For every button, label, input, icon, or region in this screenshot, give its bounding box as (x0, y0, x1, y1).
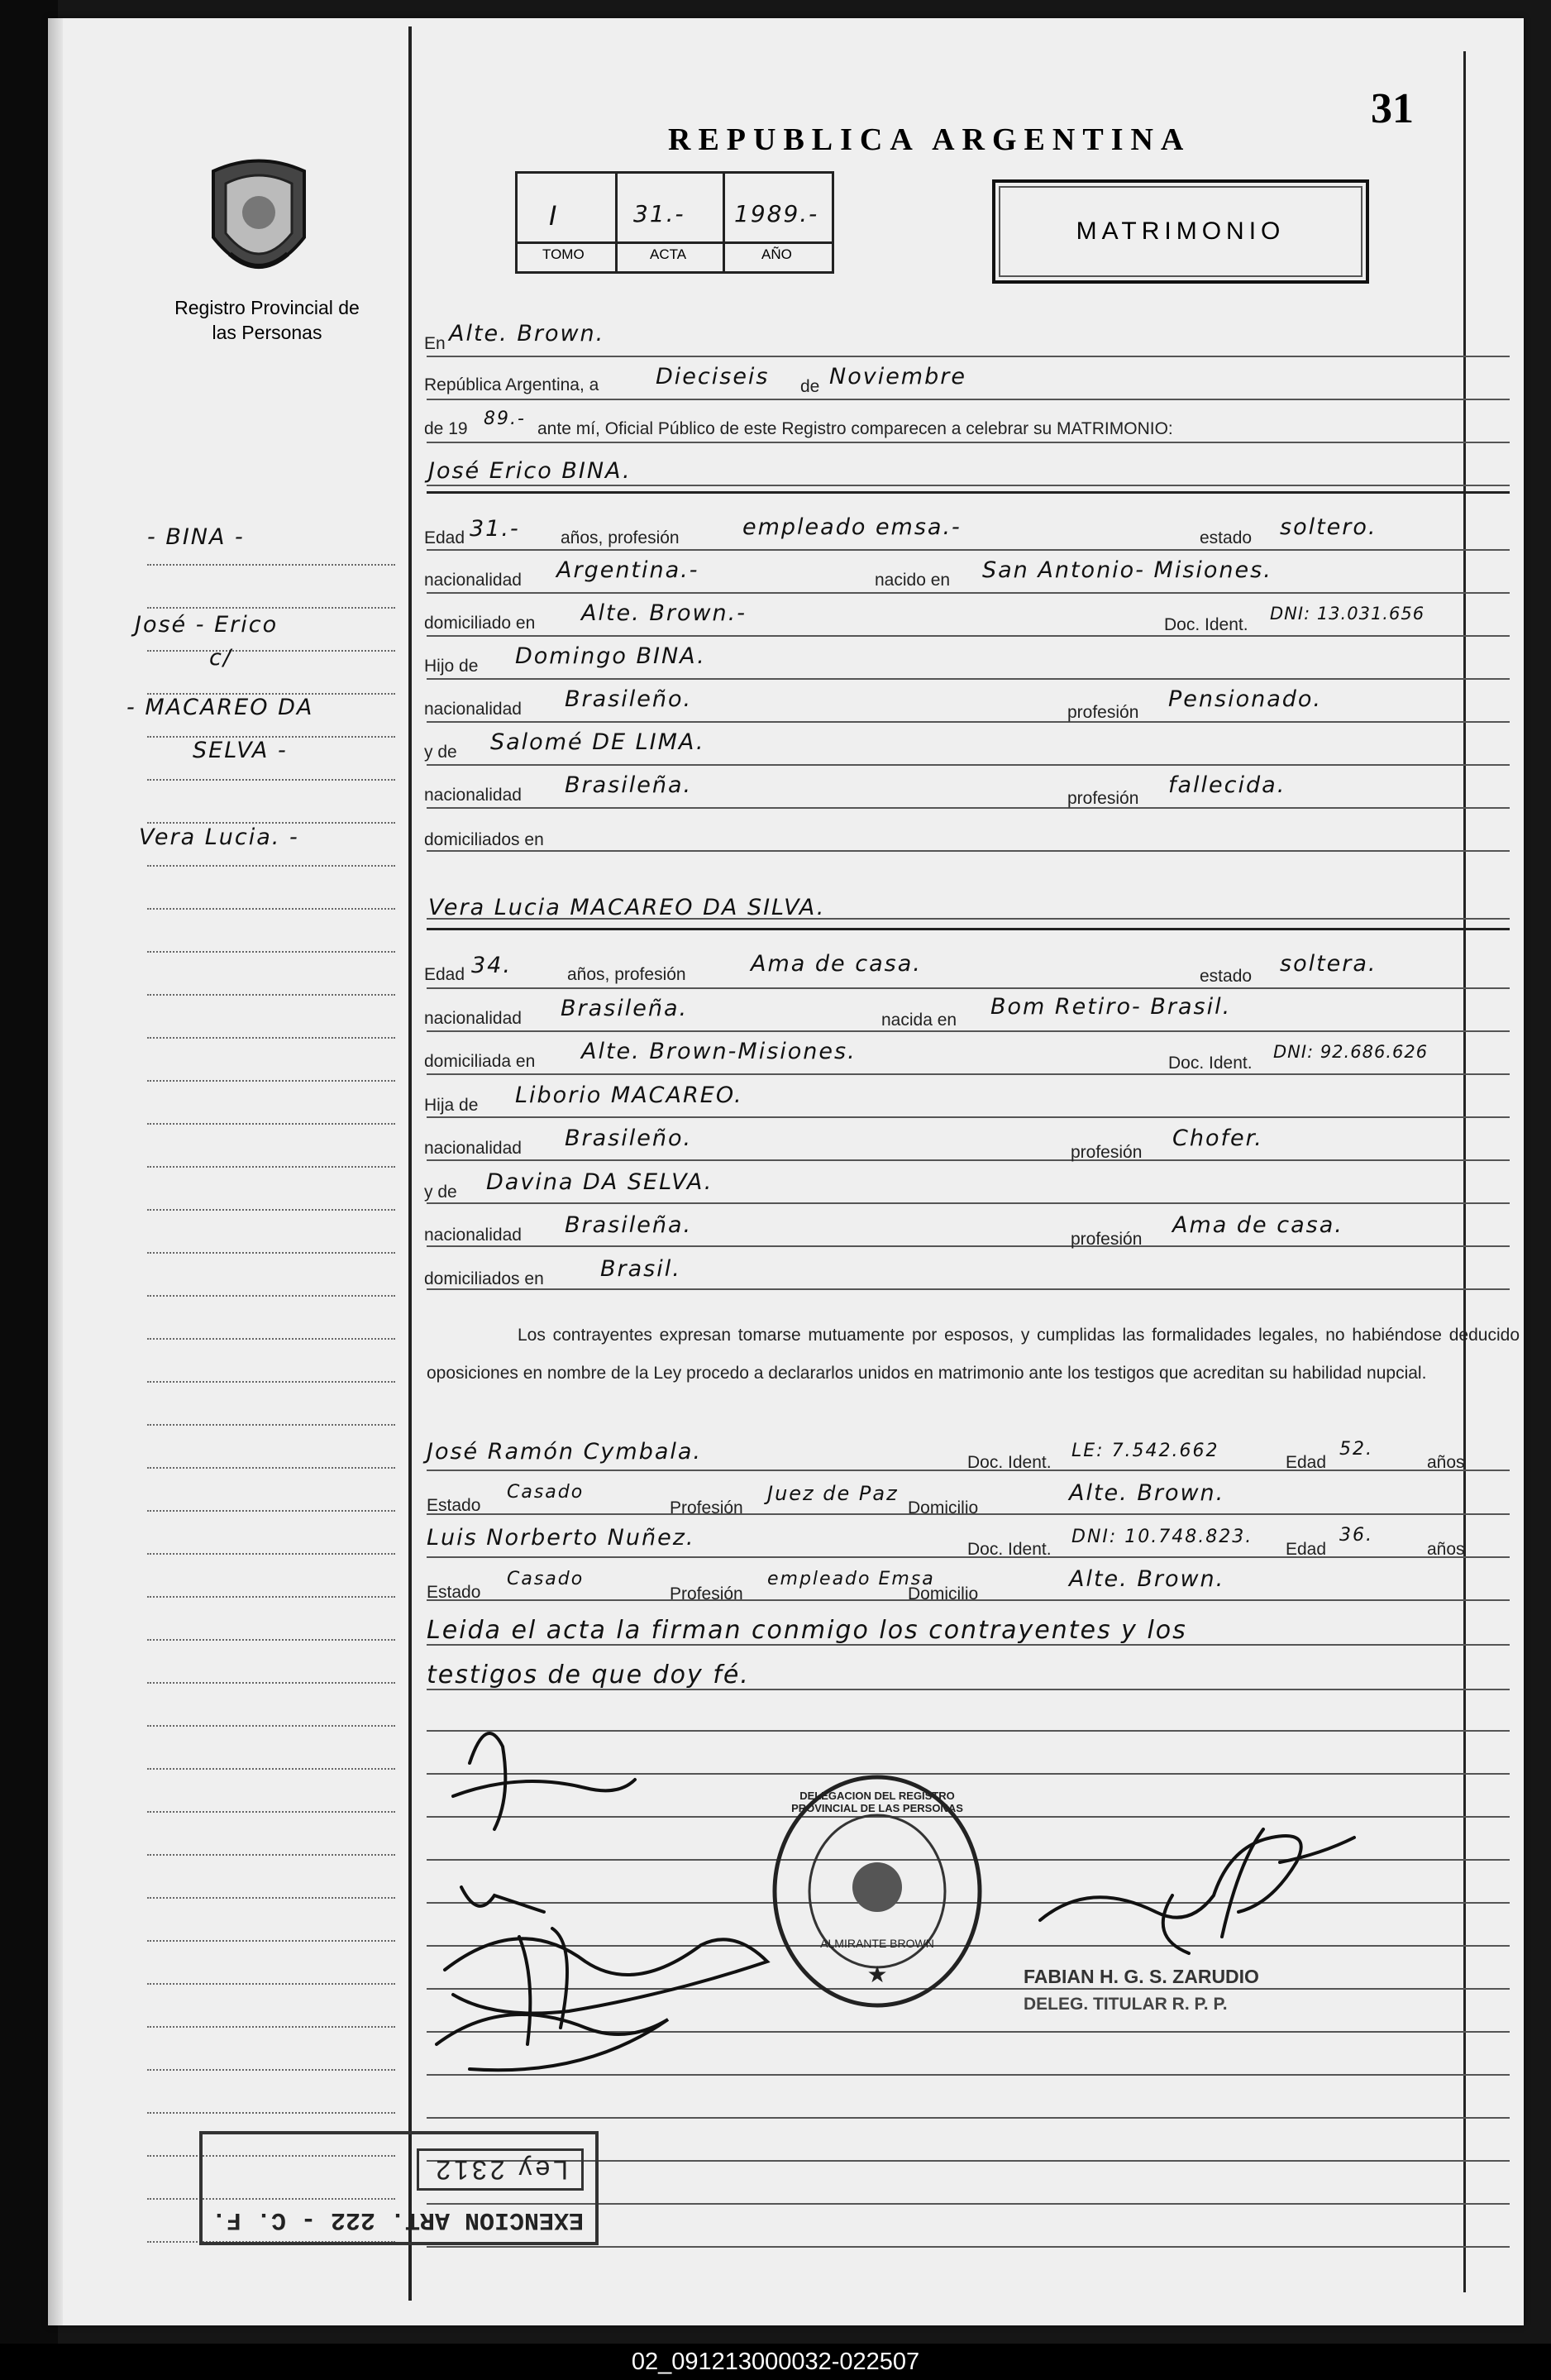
bride-estado: soltera. (1280, 951, 1377, 977)
form-rule (427, 764, 1510, 766)
margin-rule (147, 564, 395, 566)
bride-y-label: y de (424, 1183, 457, 1202)
witness1-domicilio: Alte. Brown. (1069, 1480, 1225, 1506)
groom-anios-label: años, profesión (561, 528, 680, 547)
witness1-edad: 52. (1339, 1439, 1373, 1460)
witness2-profesion: empleado Emsa (767, 1569, 935, 1589)
witness1-doc: LE: 7.542.662 (1071, 1441, 1219, 1461)
exemption-stamp (199, 2131, 599, 2245)
bride-name: Vera Lucia MACAREO DA SILVA. (428, 895, 826, 920)
groom-pnac-label: nacionalidad (424, 700, 522, 719)
groom-madre-nac: Brasileña. (565, 772, 693, 798)
margin-rule (147, 994, 395, 996)
margin-rule (147, 1553, 395, 1555)
lugar-value: Alte. Brown. (449, 321, 605, 346)
groom-name: José Erico BINA. (428, 458, 632, 484)
dia-value: Dieciseis (656, 364, 770, 389)
record-box (515, 171, 834, 274)
margin-surname2b: SELVA - (193, 738, 288, 763)
margin-con: c/ (209, 645, 232, 671)
form-rule (427, 1288, 1510, 1290)
witness1-edad-label: Edad (1286, 1453, 1327, 1472)
bride-mprof-label: profesión (1071, 1230, 1143, 1249)
bride-pdom-label: domiciliados en (424, 1269, 544, 1288)
bride-nacida-label: nacida en (881, 1011, 957, 1030)
stamp-city: ALMIRANTE BROWN (820, 1937, 934, 1950)
groom-estado-label: estado (1200, 528, 1253, 547)
bride-pnac-label: nacionalidad (424, 1139, 522, 1158)
republica-label: República Argentina, a (424, 375, 599, 394)
margin-rule (147, 1897, 395, 1899)
box-divider-1 (615, 174, 618, 271)
form-rule (427, 592, 1510, 594)
groom-padre-nac: Brasileño. (565, 686, 693, 712)
witness2-edad-label: Edad (1286, 1540, 1327, 1559)
form-rule (427, 356, 1510, 357)
form-rule (427, 442, 1510, 443)
witness1-prof-label: Profesión (670, 1498, 743, 1517)
margin-rule (147, 650, 395, 652)
form-rule (427, 399, 1510, 400)
page-number: 31 (1371, 85, 1414, 132)
margin-rule (147, 1510, 395, 1512)
de-label: de (800, 377, 820, 396)
form-rule (427, 1073, 1510, 1075)
form-rule (427, 678, 1510, 680)
bride-nacida: Bom Retiro- Brasil. (990, 994, 1232, 1020)
official-name: FABIAN H. G. S. ZARUDIO (1024, 1966, 1259, 1987)
form-rule (427, 485, 1510, 486)
signature-3 (445, 1938, 767, 2013)
country-title: REPUBLICA ARGENTINA (668, 122, 1191, 157)
groom-mprof-label: profesión (1067, 789, 1139, 808)
margin-name2: Vera Lucia. - (139, 824, 299, 850)
groom-edad: 31.- (470, 516, 520, 542)
box-divider-h (518, 241, 832, 244)
anio-intro: 89.- (484, 409, 526, 429)
anio-value: 1989.- (734, 200, 819, 227)
margin-rule (147, 1037, 395, 1039)
form-rule (427, 807, 1510, 809)
groom-padre-prof: Pensionado. (1168, 686, 1322, 712)
groom-doc: DNI: 13.031.656 (1270, 604, 1425, 624)
misiones-seal-icon (205, 155, 313, 287)
groom-padre: Domingo BINA. (515, 643, 706, 669)
province-seal (205, 155, 313, 291)
official-signature (1024, 1813, 1371, 1970)
margin-rule (147, 1768, 395, 1770)
margin-rule (147, 1639, 395, 1641)
margin-rule (147, 1467, 395, 1469)
image-caption: 02_091213000032-022507 (0, 2344, 1551, 2380)
bride-doc: DNI: 92.686.626 (1273, 1042, 1429, 1062)
groom-hijo-label: Hijo de (424, 657, 479, 676)
form-rule (427, 2246, 1510, 2248)
margin-rule (147, 779, 395, 781)
witness2-anios: años (1427, 1540, 1465, 1559)
anio-label: AÑO (761, 246, 792, 262)
official-title: DELEG. TITULAR R. P. P. (1024, 1995, 1228, 2014)
form-rule (427, 987, 1510, 989)
bride-domicilio: Alte. Brown-Misiones. (581, 1039, 857, 1064)
box-divider-2 (723, 174, 725, 271)
form-rule (427, 635, 1510, 637)
form-rule (427, 1116, 1510, 1118)
groom-dom-label: domiciliado en (424, 614, 536, 633)
page-fold (48, 18, 63, 2325)
tomo-value: I (549, 200, 559, 232)
groom-madre: Salomé DE LIMA. (490, 729, 705, 755)
margin-rule (147, 1596, 395, 1598)
groom-edad-label: Edad (424, 528, 465, 547)
margin-rule (147, 951, 395, 953)
acta-label: ACTA (650, 246, 687, 262)
groom-nacido-label: nacido en (875, 571, 951, 590)
witness2-doc-label: Doc. Ident. (967, 1540, 1052, 1559)
mes-value: Noviembre (829, 364, 966, 389)
witness2-edad: 36. (1339, 1525, 1373, 1546)
closing-line-1: Leida el acta la firman conmigo los contrayentes y los (427, 1616, 1187, 1645)
margin-name: José - Erico (135, 612, 279, 638)
acta-value: 31.- (633, 200, 685, 227)
margin-rule (147, 1940, 395, 1942)
section-divider (427, 491, 1510, 494)
tomo-label: TOMO (542, 246, 585, 262)
bride-nacionalidad: Brasileña. (561, 996, 689, 1021)
bride-nac-label: nacionalidad (424, 1009, 522, 1028)
bride-padres-dom: Brasil. (600, 1256, 681, 1282)
bride-dom-label: domiciliada en (424, 1052, 536, 1071)
bride-edad-label: Edad (424, 965, 465, 984)
margin-divider (408, 26, 412, 2301)
bride-madre-prof: Ama de casa. (1172, 1212, 1343, 1238)
margin-rule (147, 1252, 395, 1254)
bride-mnac-label: nacionalidad (424, 1226, 522, 1245)
groom-domicilio: Alte. Brown.- (581, 600, 747, 626)
signature-4 (437, 2014, 668, 2070)
witness1-anios: años (1427, 1453, 1465, 1472)
signature-1 (453, 1733, 635, 1829)
closing-line-2: testigos de que doy fé. (427, 1661, 750, 1689)
year-prefix: de 19 (424, 419, 468, 438)
registry-name: Registro Provincial de las Personas (174, 297, 360, 343)
bride-madre: Davina DA SELVA. (486, 1169, 713, 1195)
margin-rule (147, 1166, 395, 1168)
bride-edad: 34. (471, 953, 512, 978)
margin-rule (147, 865, 395, 867)
bride-pprof-label: profesión (1071, 1143, 1143, 1162)
groom-doc-label: Doc. Ident. (1164, 615, 1248, 634)
witness2-dom-label: Domicilio (908, 1584, 979, 1603)
declaration-text: Los contrayentes expresan tomarse mutuamente por esposos, y cumplidas las formalidades legales, no habiéndose deducido oposiciones en nombre de la Ley procedo a declararlos unidos en matrimonio ante los testigos que acreditan su habilidad nupcial. (427, 1326, 1520, 1383)
witness1-doc-label: Doc. Ident. (967, 1453, 1052, 1472)
margin-rule (147, 1295, 395, 1297)
margin-rule (147, 1381, 395, 1383)
form-rule (427, 2117, 1510, 2119)
witness1-estado: Casado (507, 1482, 585, 1503)
groom-nacionalidad: Argentina.- (556, 557, 699, 583)
bride-doc-label: Doc. Ident. (1168, 1054, 1253, 1073)
bride-padre: Liborio MACAREO. (515, 1082, 743, 1108)
form-rule (427, 1030, 1510, 1032)
margin-rule (147, 908, 395, 910)
margin-rule (147, 1080, 395, 1082)
margin-rule (147, 1854, 395, 1856)
intro-text: ante mí, Oficial Público de este Registro comparecen a celebrar su MATRIMONIO: (537, 419, 1173, 438)
section-divider (427, 928, 1510, 930)
groom-nac-label: nacionalidad (424, 571, 522, 590)
groom-mnac-label: nacionalidad (424, 786, 522, 805)
groom-profesion: empleado emsa.- (742, 514, 962, 540)
form-rule (427, 1245, 1510, 1247)
margin-rule (147, 2112, 395, 2114)
bride-profesion: Ama de casa. (751, 951, 922, 977)
stamp-ring-text: DELEGACION DEL REGISTRO PROVINCIAL DE LAS PERSONAS (791, 1790, 963, 1814)
bride-hija-label: Hija de (424, 1096, 479, 1115)
witness1-name: José Ramón Cymbala. (427, 1439, 703, 1465)
right-border (1463, 51, 1466, 2292)
margin-rule (147, 1209, 395, 1211)
form-rule (427, 850, 1510, 852)
margin-rule (147, 1682, 395, 1684)
margin-surname2: - MACAREO DA (126, 695, 314, 720)
margin-rule (147, 1725, 395, 1727)
form-rule (427, 721, 1510, 723)
bride-madre-nac: Brasileña. (565, 1212, 693, 1238)
margin-rule (147, 1123, 395, 1125)
form-rule (427, 1159, 1510, 1161)
groom-pprof-label: profesión (1067, 703, 1139, 722)
witness2-prof-label: Profesión (670, 1584, 743, 1603)
official-stamp (770, 1771, 985, 2011)
margin-rule (147, 2026, 395, 2028)
witness2-name: Luis Norberto Nuñez. (427, 1525, 695, 1551)
margin-rule (147, 2069, 395, 2071)
witness2-doc: DNI: 10.748.823. (1071, 1527, 1253, 1547)
witness1-estado-label: Estado (427, 1496, 481, 1515)
margin-surname: - BINA - (147, 524, 245, 550)
register-page (48, 18, 1524, 2325)
margin-rule (147, 1338, 395, 1340)
witness1-profesion: Juez de Paz (767, 1482, 899, 1505)
en-label: En (424, 334, 446, 353)
margin-rule (147, 1424, 395, 1426)
form-rule (427, 1202, 1510, 1204)
margin-rule (147, 1983, 395, 1985)
signature-2 (461, 1887, 544, 1912)
act-type-box: MATRIMONIO (992, 179, 1369, 284)
witness2-domicilio: Alte. Brown. (1069, 1566, 1225, 1592)
margin-rule (147, 822, 395, 824)
groom-nacido: San Antonio- Misiones. (982, 557, 1272, 583)
witness2-estado-label: Estado (427, 1583, 481, 1602)
margin-rule (147, 1811, 395, 1813)
bride-estado-label: estado (1200, 967, 1253, 986)
groom-pdom-label: domiciliados en (424, 830, 544, 849)
bride-padre-nac: Brasileño. (565, 1125, 693, 1151)
bride-padre-prof: Chofer. (1172, 1125, 1263, 1151)
witness2-estado: Casado (507, 1569, 585, 1589)
groom-madre-prof: fallecida. (1168, 772, 1286, 798)
exemption-text: EXENCION ART. 222 - C. F. (211, 2206, 584, 2234)
ley-text: Ley 2312 (417, 2148, 584, 2191)
groom-estado: soltero. (1280, 514, 1377, 540)
bride-anios-label: años, profesión (567, 965, 686, 984)
svg-text:★: ★ (866, 1962, 888, 1987)
form-rule (427, 549, 1510, 551)
margin-rule (147, 607, 395, 609)
witness1-dom-label: Domicilio (908, 1498, 979, 1517)
groom-y-label: y de (424, 743, 457, 762)
